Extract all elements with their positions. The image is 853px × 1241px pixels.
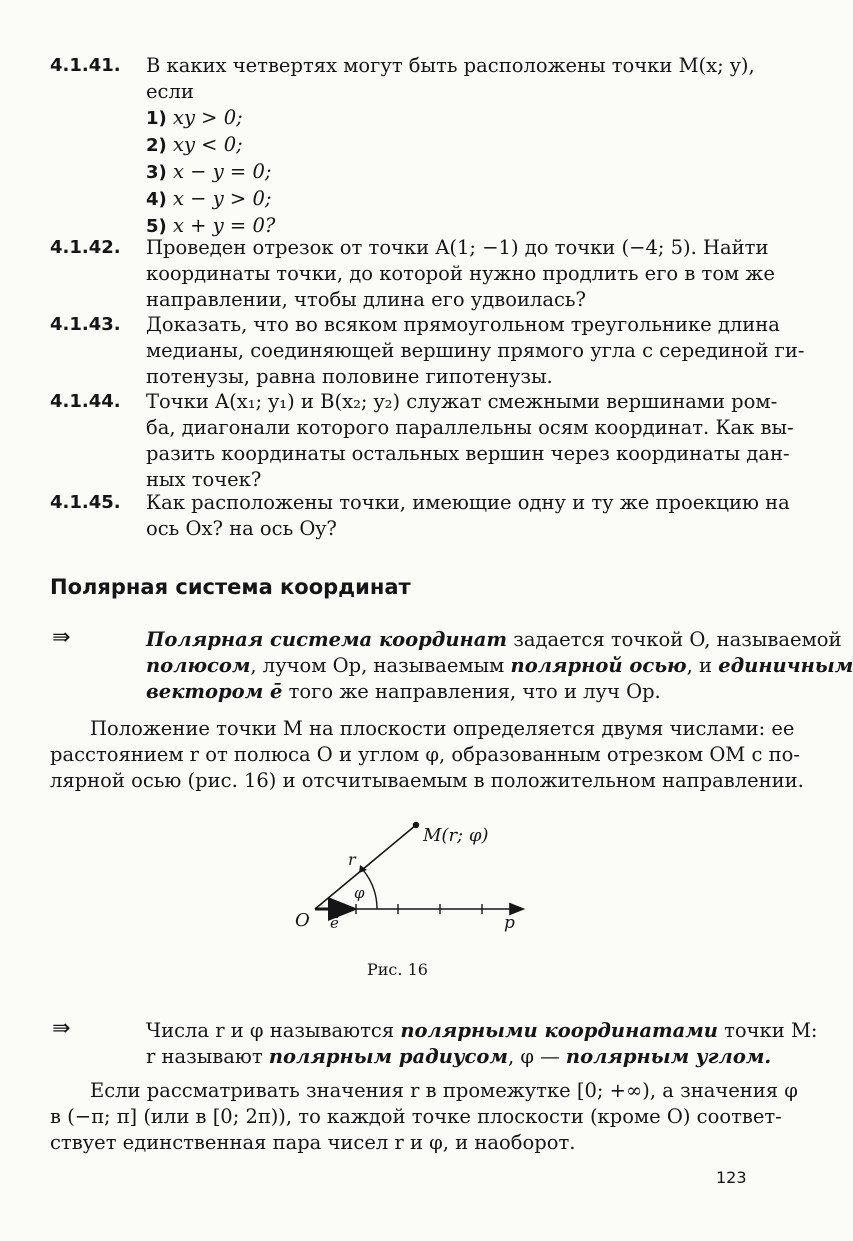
- option-number: 4): [146, 189, 167, 210]
- problem-number: 4.1.42.: [50, 237, 121, 258]
- paragraph: [50, 1078, 798, 1156]
- option-item: [146, 186, 746, 213]
- definition-block: [146, 627, 853, 705]
- problem-line: потенузы, равна половине гипотенузы.: [146, 365, 553, 388]
- definition-line: [146, 627, 842, 653]
- problem-line: Точки A(x₁; y₁) и B(x₂; y₂) служат смежными вершинами ром-: [146, 390, 778, 413]
- page-number: 123: [716, 1168, 747, 1187]
- radius-segment: [315, 825, 416, 909]
- problem-line: ось Ox? на ось Oy?: [146, 517, 337, 540]
- definition-line: [146, 679, 751, 705]
- option-item: [146, 105, 746, 132]
- label-o: O: [295, 910, 310, 931]
- term: полярным радиусом: [268, 1045, 508, 1068]
- problem-line: В каких четвертях могут быть расположены точки M(x; y),: [146, 54, 755, 77]
- term: полярными координатами: [400, 1019, 718, 1042]
- polar-coordinates-figure: [290, 815, 530, 945]
- problem-line: разить координаты остальных вершин через координаты дан-: [146, 442, 790, 465]
- term: вектором ē: [146, 680, 283, 703]
- option-expression: xy < 0;: [172, 133, 243, 156]
- term: Полярная система координат: [146, 628, 508, 651]
- option-number: 1): [146, 108, 167, 129]
- definition-arrow-icon: ⇛: [52, 1016, 71, 1041]
- option-item: [146, 159, 746, 186]
- problem-line: медианы, соединяющей вершину прямого угла с серединой ги-: [146, 339, 805, 362]
- label-phi: φ: [354, 884, 365, 902]
- definition-line: [146, 653, 853, 679]
- paragraph-line: в (−π; π] (или в [0; 2π)), то каждой точке плоскости (кроме O) соответ-: [50, 1105, 782, 1128]
- problem-line: Проведен отрезок от точки A(1; −1) до точки (−4; 5). Найти: [146, 236, 769, 259]
- angle-arc: [363, 869, 377, 909]
- option-expression: x − y > 0;: [172, 187, 272, 210]
- label-r: r: [348, 850, 356, 869]
- option-expression: x + y = 0?: [172, 214, 276, 237]
- definition-text: r называют: [146, 1045, 269, 1068]
- term: единичным: [718, 654, 853, 677]
- paragraph-line: ствует единственная пара чисел r и φ, и наоборот.: [50, 1131, 576, 1154]
- section-title: Полярная система координат: [50, 575, 411, 599]
- term: полярной осью: [510, 654, 687, 677]
- option-expression: x − y = 0;: [172, 160, 272, 183]
- problem-line: если: [146, 80, 194, 103]
- problem-line: направлении, чтобы длина его удвоилась?: [146, 288, 587, 311]
- definition-text: Числа r и φ называются: [146, 1019, 401, 1042]
- figure-caption: Рис. 16: [367, 960, 428, 979]
- definition-text: , и: [686, 654, 719, 677]
- paragraph-line: лярной осью (рис. 16) и отсчитываемым в положительном направлении.: [50, 769, 804, 792]
- paragraph-line: Положение точки M на плоскости определяется двумя числами: ее: [90, 717, 795, 740]
- problem-line: ных точек?: [146, 468, 262, 491]
- problem-text: [146, 235, 775, 313]
- definition-line: [146, 1044, 772, 1070]
- definition-text: , φ —: [507, 1045, 566, 1068]
- option-expression: xy > 0;: [172, 106, 243, 129]
- term: полюсом: [146, 654, 251, 677]
- problem-number: 4.1.43.: [50, 314, 121, 335]
- problem-text: [146, 53, 755, 240]
- problem-line: координаты точки, до которой нужно продлить его в том же: [146, 262, 775, 285]
- option-number: 3): [146, 162, 167, 183]
- point-m: [413, 822, 419, 828]
- problem-number: 4.1.41.: [50, 55, 121, 76]
- problem-line: Доказать, что во всяком прямоугольном треугольнике длина: [146, 313, 780, 336]
- option-number: 2): [146, 135, 167, 156]
- paragraph: [50, 716, 804, 794]
- option-number: 5): [146, 216, 167, 237]
- problem-text: [146, 490, 790, 542]
- label-e: ē: [330, 914, 339, 932]
- definition-block: [146, 1018, 818, 1070]
- paragraph-line: Если рассматривать значения r в промежутке [0; +∞), а значения φ: [90, 1079, 798, 1102]
- definition-text: задается точкой O, называемой: [507, 628, 842, 651]
- definition-arrow-icon: ⇛: [52, 625, 71, 650]
- problem-number: 4.1.45.: [50, 492, 121, 513]
- definition-line: [146, 1018, 818, 1044]
- problem-line: Как расположены точки, имеющие одну и ту же проекцию на: [146, 491, 790, 514]
- definition-text: того же направления, что и луч Op.: [282, 680, 661, 703]
- problem-line: ба, диагонали которого параллельны осям координат. Как вы-: [146, 416, 794, 439]
- option-item: [146, 132, 746, 159]
- label-point-m: M(r; φ): [423, 825, 489, 846]
- definition-text: точки M:: [717, 1019, 818, 1042]
- definition-text: , лучом Op, называемым: [250, 654, 511, 677]
- problem-text: [146, 389, 794, 493]
- problem-text: [146, 312, 805, 390]
- term: полярным углом.: [565, 1045, 772, 1068]
- problem-number: 4.1.44.: [50, 391, 121, 412]
- label-p: p: [504, 913, 515, 933]
- paragraph-line: расстоянием r от полюса O и углом φ, образованным отрезком OM с по-: [50, 743, 800, 766]
